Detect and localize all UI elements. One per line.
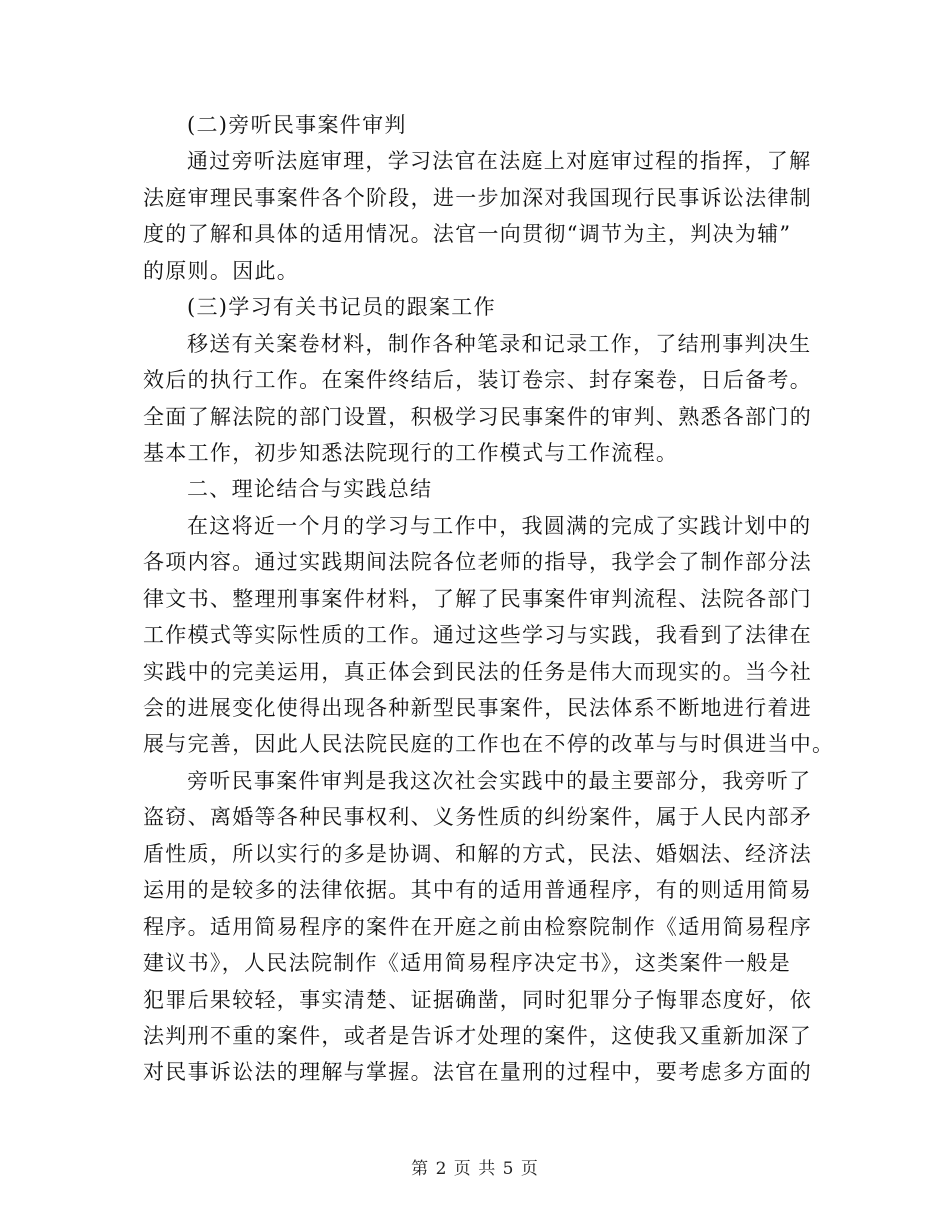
text-line: 运用的是较多的法律依据。其中有的适用普通程序，有的则适用简易	[143, 878, 812, 903]
text-line: 度的了解和具体的适用情况。法官一向贯彻“调节为主，判决为辅”	[143, 222, 792, 247]
text-line: 盾性质，所以实行的多是协调、和解的方式，民法、婚姻法、经济法	[143, 841, 812, 866]
text-line: 的原则。因此。	[143, 258, 300, 283]
page-number-footer: 第 2 页 共 5 页	[411, 1159, 539, 1179]
text-line: 实践中的完美运用，真正体会到民法的任务是伟大而现实的。当今社	[143, 659, 812, 684]
text-line: 建议书》，人民法院制作《适用简易程序决定书》，这类案件一般是	[143, 951, 791, 976]
text-line: 在这将近一个月的学习与工作中，我圆满的完成了实践计划中的	[187, 513, 812, 538]
text-line: 法庭审理民事案件各个阶段，进一步加深对我国现行民事诉讼法律制	[143, 185, 812, 210]
document-body	[143, 107, 835, 1091]
text-line: 程序。适用简易程序的案件在开庭之前由检察院制作《适用简易程序	[143, 914, 812, 939]
text-line: 二、理论结合与实践总结	[187, 477, 433, 502]
text-line: 盗窃、离婚等各种民事权利、义务性质的纠纷案件，属于人民内部矛	[143, 805, 812, 830]
text-line: 会的进展变化使得出现各种新型民事案件，民法体系不断地进行着进	[143, 696, 812, 720]
text-line: 移送有关案卷材料，制作各种笔录和记录工作，了结刑事判决生	[187, 331, 812, 356]
text-line: (二)旁听民事案件审判	[187, 113, 407, 137]
text-line: 对民事诉讼法的理解与掌握。法官在量刑的过程中，要考虑多方面的	[143, 1060, 812, 1085]
text-line: 展与完善，因此人民法院民庭的工作也在不停的改革与与时俱进当中。	[143, 732, 835, 757]
text-line: 各项内容。通过实践期间法院各位老师的指导，我学会了制作部分法	[143, 550, 812, 575]
text-line: 效后的执行工作。在案件终结后，装订卷宗、封存案卷，日后备考。	[143, 368, 812, 393]
text-line: 犯罪后果较轻，事实清楚、证据确凿，同时犯罪分子悔罪态度好，依	[143, 987, 812, 1012]
text-line: 全面了解法院的部门设置，积极学习民事案件的审判、熟悉各部门的	[143, 404, 812, 429]
text-line: 律文书、整理刑事案件材料，了解了民事案件审判流程、法院各部门	[143, 586, 812, 611]
text-line: 基本工作，初步知悉法院现行的工作模式与工作流程。	[143, 440, 679, 465]
text-line: 旁听民事案件审判是我这次社会实践中的最主要部分，我旁听了	[187, 768, 812, 793]
text-line: (三)学习有关书记员的跟案工作	[187, 295, 496, 320]
text-line: 工作模式等实际性质的工作。通过这些学习与实践，我看到了法律在	[143, 623, 812, 648]
text-line: 法判刑不重的案件，或者是告诉才处理的案件，这使我又重新加深了	[143, 1023, 812, 1048]
text-line: 通过旁听法庭审理，学习法官在法庭上对庭审过程的指挥，了解	[187, 149, 812, 174]
